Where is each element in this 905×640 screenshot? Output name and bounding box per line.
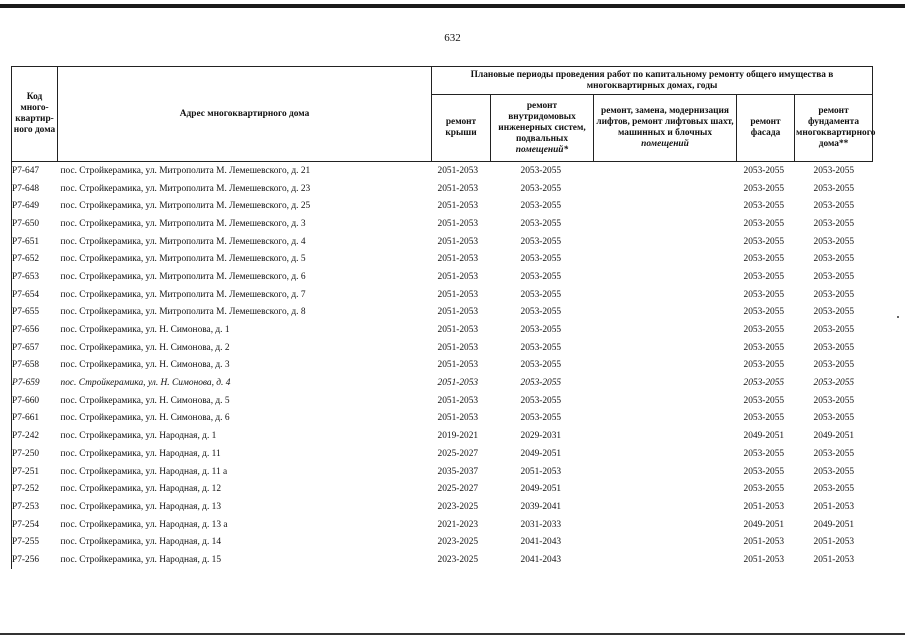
cell-lift bbox=[594, 215, 737, 233]
cell-facade: 2053-2055 bbox=[743, 360, 785, 371]
cell-roof: 2051-2053 bbox=[437, 342, 479, 353]
cell-roof: 2051-2053 bbox=[437, 183, 479, 194]
table-row bbox=[12, 304, 873, 322]
cell-facade: 2053-2055 bbox=[743, 236, 785, 247]
table-row bbox=[12, 233, 873, 251]
cell-code: Р7-649 bbox=[12, 197, 58, 215]
cell-foundation: 2053-2055 bbox=[813, 378, 855, 389]
cell-address: пос. Стройкерамика, ул. Народная, д. 14 bbox=[60, 537, 222, 548]
header-roof: ремонт крыши bbox=[432, 95, 491, 162]
top-rule bbox=[0, 4, 905, 8]
cell-lift bbox=[594, 480, 737, 498]
cell-address: пос. Стройкерамика, ул. Митрополита М. Лемешевского, д. 4 bbox=[60, 236, 306, 247]
cell-address: пос. Стройкерамика, ул. Митрополита М. Лемешевского, д. 6 bbox=[60, 271, 306, 282]
cell-facade: 2053-2055 bbox=[743, 325, 785, 336]
cell-address: пос. Стройкерамика, ул. Митрополита М. Лемешевского, д. 25 bbox=[60, 201, 311, 212]
cell-facade: 2053-2055 bbox=[743, 165, 785, 176]
cell-foundation: 2053-2055 bbox=[813, 484, 855, 495]
cell-lift bbox=[594, 180, 737, 198]
cell-code: Р7-242 bbox=[12, 427, 58, 445]
header-code: Код много-квартир-ного дома bbox=[12, 67, 58, 162]
cell-systems: 2053-2055 bbox=[520, 360, 562, 371]
cell-code: Р7-252 bbox=[12, 480, 58, 498]
cell-systems: 2039-2041 bbox=[520, 501, 562, 512]
page-number: 632 bbox=[444, 32, 461, 44]
cell-roof: 2051-2053 bbox=[437, 289, 479, 300]
cell-code: Р7-658 bbox=[12, 357, 58, 375]
cell-facade: 2053-2055 bbox=[743, 183, 785, 194]
cell-facade: 2049-2051 bbox=[743, 519, 785, 530]
table-body bbox=[12, 162, 873, 569]
cell-facade: 2053-2055 bbox=[743, 218, 785, 229]
cell-lift bbox=[594, 533, 737, 551]
cell-roof: 2023-2025 bbox=[437, 554, 479, 565]
cell-roof: 2051-2053 bbox=[437, 378, 479, 389]
cell-systems: 2049-2051 bbox=[520, 448, 562, 459]
cell-address: пос. Стройкерамика, ул. Народная, д. 13 а bbox=[60, 519, 228, 530]
cell-foundation: 2053-2055 bbox=[813, 360, 855, 371]
cell-foundation: 2053-2055 bbox=[813, 183, 855, 194]
cell-lift bbox=[594, 339, 737, 357]
cell-foundation: 2051-2053 bbox=[813, 501, 855, 512]
cell-systems: 2029-2031 bbox=[520, 431, 562, 442]
cell-lift bbox=[594, 445, 737, 463]
header-systems-text: ремонт внутридомовых инженерных систем, подвальных bbox=[498, 100, 586, 144]
cell-systems: 2051-2053 bbox=[520, 466, 562, 477]
cell-address: пос. Стройкерамика, ул. Народная, д. 11 а bbox=[60, 466, 228, 477]
cell-facade: 2053-2055 bbox=[743, 413, 785, 424]
cell-systems: 2049-2051 bbox=[520, 484, 562, 495]
cell-foundation: 2053-2055 bbox=[813, 201, 855, 212]
cell-code: Р7-655 bbox=[12, 304, 58, 322]
cell-roof: 2025-2027 bbox=[437, 448, 479, 459]
cell-roof: 2023-2025 bbox=[437, 537, 479, 548]
cell-address: пос. Стройкерамика, ул. Митрополита М. Лемешевского, д. 21 bbox=[60, 165, 311, 176]
table-row bbox=[12, 268, 873, 286]
table-row bbox=[12, 533, 873, 551]
cell-lift bbox=[594, 321, 737, 339]
cell-systems: 2053-2055 bbox=[520, 254, 562, 265]
cell-facade: 2053-2055 bbox=[743, 395, 785, 406]
cell-code: Р7-652 bbox=[12, 250, 58, 268]
cell-foundation: 2049-2051 bbox=[813, 431, 855, 442]
cell-roof: 2025-2027 bbox=[437, 484, 479, 495]
cell-code: Р7-659 bbox=[12, 374, 58, 392]
cell-systems: 2053-2055 bbox=[520, 307, 562, 318]
cell-roof: 2051-2053 bbox=[437, 236, 479, 247]
cell-address: пос. Стройкерамика, ул. Н. Симонова, д. 5 bbox=[60, 395, 230, 406]
cell-facade: 2049-2051 bbox=[743, 431, 785, 442]
cell-facade: 2053-2055 bbox=[743, 378, 785, 389]
cell-facade: 2053-2055 bbox=[743, 448, 785, 459]
cell-facade: 2053-2055 bbox=[743, 307, 785, 318]
cell-roof: 2051-2053 bbox=[437, 325, 479, 336]
cell-address: пос. Стройкерамика, ул. Народная, д. 15 bbox=[60, 554, 222, 565]
cell-roof: 2019-2021 bbox=[437, 431, 479, 442]
cell-roof: 2023-2025 bbox=[437, 501, 479, 512]
table-row bbox=[12, 410, 873, 428]
cell-lift bbox=[594, 304, 737, 322]
table-row bbox=[12, 374, 873, 392]
cell-foundation: 2053-2055 bbox=[813, 236, 855, 247]
cell-systems: 2053-2055 bbox=[520, 201, 562, 212]
header-foundation: ремонт фундамента многоквартирного дома** bbox=[795, 95, 873, 162]
table-row bbox=[12, 321, 873, 339]
cell-facade: 2053-2055 bbox=[743, 271, 785, 282]
cell-systems: 2053-2055 bbox=[520, 289, 562, 300]
cell-systems: 2053-2055 bbox=[520, 236, 562, 247]
cell-lift bbox=[594, 357, 737, 375]
cell-roof: 2051-2053 bbox=[437, 254, 479, 265]
table-row bbox=[12, 516, 873, 534]
table-row bbox=[12, 463, 873, 481]
table-row bbox=[12, 427, 873, 445]
cell-foundation: 2053-2055 bbox=[813, 271, 855, 282]
cell-address: пос. Стройкерамика, ул. Народная, д. 1 bbox=[60, 431, 217, 442]
cell-address: пос. Стройкерамика, ул. Н. Симонова, д. 1 bbox=[60, 325, 230, 336]
cell-lift bbox=[594, 197, 737, 215]
cell-lift bbox=[594, 427, 737, 445]
cell-roof: 2051-2053 bbox=[437, 307, 479, 318]
table-row bbox=[12, 197, 873, 215]
cell-roof: 2051-2053 bbox=[437, 395, 479, 406]
cell-foundation: 2053-2055 bbox=[813, 342, 855, 353]
cell-systems: 2041-2043 bbox=[520, 554, 562, 565]
table-row bbox=[12, 551, 873, 569]
cell-lift bbox=[594, 374, 737, 392]
cell-code: Р7-254 bbox=[12, 516, 58, 534]
cell-address: пос. Стройкерамика, ул. Митрополита М. Лемешевского, д. 7 bbox=[60, 289, 306, 300]
cell-code: Р7-255 bbox=[12, 533, 58, 551]
header-facade: ремонт фасада bbox=[737, 95, 795, 162]
header-systems-emph: помещений* bbox=[515, 144, 569, 155]
cell-address: пос. Стройкерамика, ул. Н. Симонова, д. 4 bbox=[60, 378, 231, 389]
header-address: Адрес многоквартирного дома bbox=[58, 67, 432, 162]
cell-roof: 2051-2053 bbox=[437, 360, 479, 371]
cell-facade: 2053-2055 bbox=[743, 289, 785, 300]
cell-lift bbox=[594, 516, 737, 534]
table-row bbox=[12, 445, 873, 463]
cell-systems: 2053-2055 bbox=[520, 183, 562, 194]
cell-code: Р7-653 bbox=[12, 268, 58, 286]
cell-systems: 2053-2055 bbox=[520, 218, 562, 229]
cell-roof: 2051-2053 bbox=[437, 271, 479, 282]
cell-roof: 2051-2053 bbox=[437, 218, 479, 229]
cell-systems: 2053-2055 bbox=[520, 165, 562, 176]
header-lift bbox=[594, 95, 737, 162]
cell-code: Р7-256 bbox=[12, 551, 58, 569]
cell-facade: 2053-2055 bbox=[743, 201, 785, 212]
table-row bbox=[12, 286, 873, 304]
cell-roof: 2051-2053 bbox=[437, 201, 479, 212]
header-periods-group: Плановые периоды проведения работ по капитальному ремонту общего имущества в многоквартирных домах, годы bbox=[432, 67, 873, 95]
cell-address: пос. Стройкерамика, ул. Митрополита М. Лемешевского, д. 3 bbox=[60, 218, 306, 229]
cell-facade: 2051-2053 bbox=[743, 501, 785, 512]
cell-code: Р7-253 bbox=[12, 498, 58, 516]
cell-address: пос. Стройкерамика, ул. Народная, д. 13 bbox=[60, 501, 222, 512]
cell-foundation: 2053-2055 bbox=[813, 289, 855, 300]
cell-foundation: 2053-2055 bbox=[813, 218, 855, 229]
table-row bbox=[12, 162, 873, 180]
cell-address: пос. Стройкерамика, ул. Народная, д. 12 bbox=[60, 484, 222, 495]
cell-systems: 2041-2043 bbox=[520, 537, 562, 548]
cell-code: Р7-657 bbox=[12, 339, 58, 357]
cell-facade: 2051-2053 bbox=[743, 554, 785, 565]
table-row bbox=[12, 215, 873, 233]
cell-address: пос. Стройкерамика, ул. Митрополита М. Лемешевского, д. 8 bbox=[60, 307, 306, 318]
cell-facade: 2053-2055 bbox=[743, 342, 785, 353]
cell-foundation: 2049-2051 bbox=[813, 519, 855, 530]
cell-code: Р7-250 bbox=[12, 445, 58, 463]
cell-lift bbox=[594, 233, 737, 251]
scan-speck bbox=[897, 316, 899, 318]
cell-code: Р7-650 bbox=[12, 215, 58, 233]
cell-systems: 2053-2055 bbox=[520, 325, 562, 336]
cell-foundation: 2051-2053 bbox=[813, 537, 855, 548]
cell-lift bbox=[594, 250, 737, 268]
cell-code: Р7-251 bbox=[12, 463, 58, 481]
cell-code: Р7-647 bbox=[12, 162, 58, 180]
cell-foundation: 2053-2055 bbox=[813, 307, 855, 318]
cell-lift bbox=[594, 463, 737, 481]
cell-code: Р7-648 bbox=[12, 180, 58, 198]
cell-foundation: 2051-2053 bbox=[813, 554, 855, 565]
cell-lift bbox=[594, 286, 737, 304]
cell-roof: 2051-2053 bbox=[437, 413, 479, 424]
cell-systems: 2053-2055 bbox=[520, 378, 562, 389]
cell-address: пос. Стройкерамика, ул. Н. Симонова, д. 3 bbox=[60, 360, 230, 371]
cell-facade: 2053-2055 bbox=[743, 484, 785, 495]
cell-foundation: 2053-2055 bbox=[813, 165, 855, 176]
cell-code: Р7-661 bbox=[12, 410, 58, 428]
cell-roof: 2021-2023 bbox=[437, 519, 479, 530]
cell-code: Р7-654 bbox=[12, 286, 58, 304]
cell-address: пос. Стройкерамика, ул. Н. Симонова, д. 6 bbox=[60, 413, 230, 424]
cell-systems: 2031-2033 bbox=[520, 519, 562, 530]
cell-address: пос. Стройкерамика, ул. Митрополита М. Лемешевского, д. 5 bbox=[60, 254, 306, 265]
cell-lift bbox=[594, 392, 737, 410]
cell-lift bbox=[594, 268, 737, 286]
cell-lift bbox=[594, 551, 737, 569]
table-header bbox=[12, 67, 876, 162]
cell-systems: 2053-2055 bbox=[520, 413, 562, 424]
table-row bbox=[12, 498, 873, 516]
cell-systems: 2053-2055 bbox=[520, 395, 562, 406]
cell-roof: 2051-2053 bbox=[437, 165, 479, 176]
cell-lift bbox=[594, 410, 737, 428]
cell-systems: 2053-2055 bbox=[520, 271, 562, 282]
cell-code: Р7-660 bbox=[12, 392, 58, 410]
table-row bbox=[12, 180, 873, 198]
cell-facade: 2051-2053 bbox=[743, 537, 785, 548]
cell-address: пос. Стройкерамика, ул. Народная, д. 11 bbox=[60, 448, 221, 459]
table-row bbox=[12, 480, 873, 498]
cell-foundation: 2053-2055 bbox=[813, 466, 855, 477]
cell-lift bbox=[594, 162, 737, 180]
cell-facade: 2053-2055 bbox=[743, 254, 785, 265]
cell-foundation: 2053-2055 bbox=[813, 254, 855, 265]
cell-lift bbox=[594, 498, 737, 516]
table-row bbox=[12, 392, 873, 410]
header-lift-emph: помещений bbox=[641, 139, 689, 149]
cell-code: Р7-656 bbox=[12, 321, 58, 339]
cell-foundation: 2053-2055 bbox=[813, 325, 855, 336]
cell-facade: 2053-2055 bbox=[743, 466, 785, 477]
cell-address: пос. Стройкерамика, ул. Н. Симонова, д. 2 bbox=[60, 342, 230, 353]
cell-code: Р7-651 bbox=[12, 233, 58, 251]
cell-foundation: 2053-2055 bbox=[813, 413, 855, 424]
cell-foundation: 2053-2055 bbox=[813, 395, 855, 406]
header-lift-text: ремонт, замена, модернизация лифтов, ремонт лифтовых шахт, машинных и блочных bbox=[596, 106, 734, 138]
cell-address: пос. Стройкерамика, ул. Митрополита М. Лемешевского, д. 23 bbox=[60, 183, 311, 194]
cell-roof: 2035-2037 bbox=[437, 466, 479, 477]
header-systems bbox=[491, 95, 594, 162]
cell-systems: 2053-2055 bbox=[520, 342, 562, 353]
cell-foundation: 2053-2055 bbox=[813, 448, 855, 459]
bottom-rule bbox=[0, 633, 905, 635]
table-row bbox=[12, 357, 873, 375]
table-row bbox=[12, 250, 873, 268]
repair-schedule-table bbox=[11, 66, 876, 569]
table-row bbox=[12, 339, 873, 357]
